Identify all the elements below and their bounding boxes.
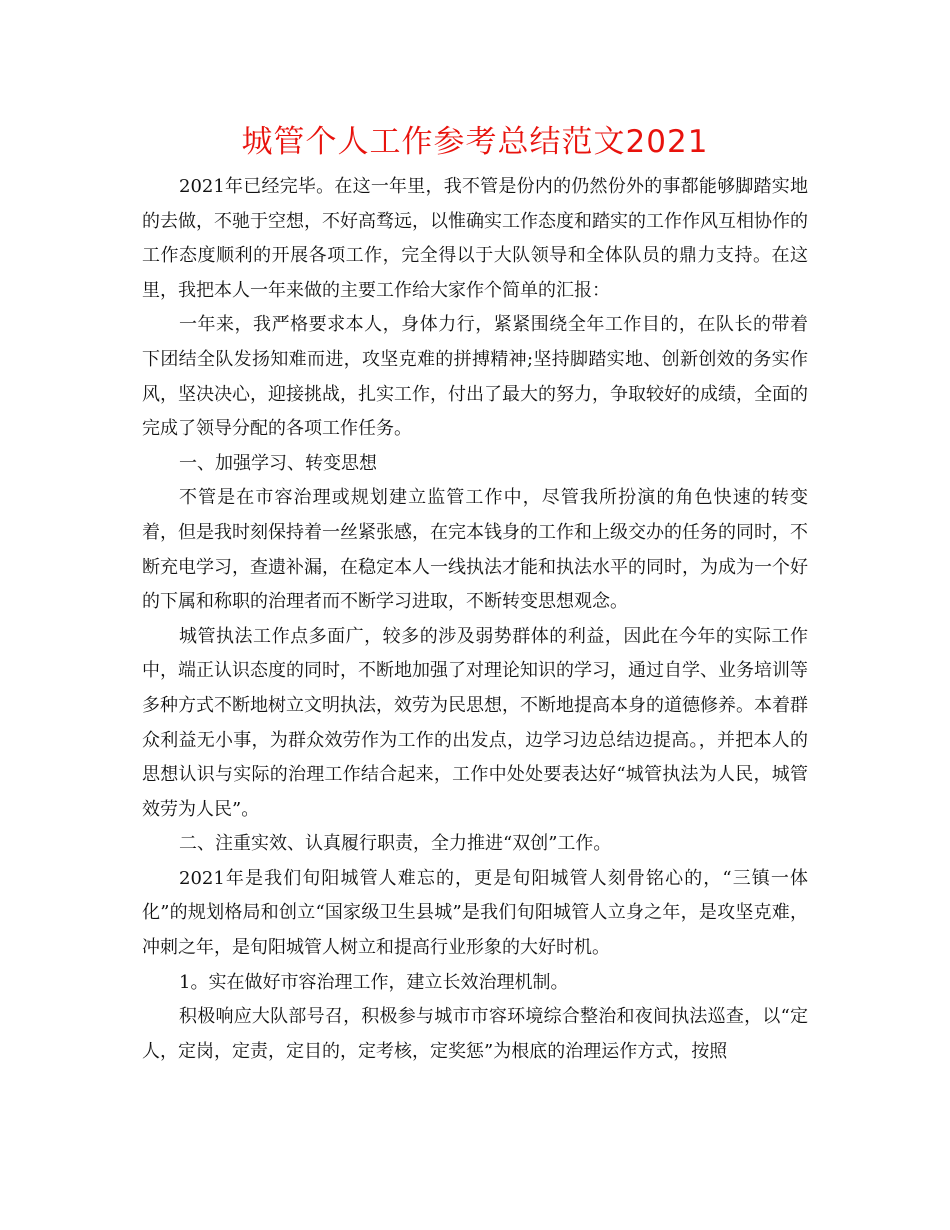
paragraph-city-appearance: 积极响应大队部号召，积极参与城市市容环境综合整治和夜间执法巡查，以“定人，定岗，定责，定目的，定考核，定奖惩”为根底的治理运作方式，按照 <box>142 1006 808 1062</box>
paragraph-learning: 不管是在市容治理或规划建立监管工作中，尽管我所扮演的角色快速的转变着，但是我时刻保持着一丝紧张感，在完本钱身的工作和上级交办的任务的同时，不断充电学习，查遗补漏，在稳定本人一线执法才能和执法水平的同时，为成为一个好的下属和称职的治理者而不断学习进取，不断转变思想观念。 <box>142 487 808 613</box>
section-heading-1: 一、加强学习、转变思想 <box>179 452 377 474</box>
paragraph-2021: 2021年是我们旬阳城管人难忘的，更是旬阳城管人刻骨铭心的，“三镇一体化”的规划格局和创立“国家级卫生县城”是我们旬阳城管人立身之年，是攻坚克难，冲刺之年，是旬阳城管人树立和提高行业形象的大好时机。 <box>142 867 808 959</box>
document-body <box>142 170 808 1069</box>
section-heading-2: 二、注重实效、认真履行职责，全力推进“双创”工作。 <box>179 833 612 855</box>
subsection-heading-1: 1。实在做好市容治理工作，建立长效治理机制。 <box>179 971 569 993</box>
paragraph-enforcement: 城管执法工作点多面广，较多的涉及弱势群体的利益，因此在今年的实际工作中，端正认识态度的同时，不断地加强了对理论知识的学习，通过自学、业务培训等多种方式不断地树立文明执法，效劳为民思想，不断地提高本身的道德修养。本着群众利益无小事，为群众效劳作为工作的出发点，边学习边总结边提高。，并把本人的思想认识与实际的治理工作结合起来，工作中处处要表达好“城管执法为人民，城管效劳为人民”。 <box>142 625 808 820</box>
document-title: 城管个人工作参考总结范文2021 <box>241 124 709 160</box>
paragraph-summary: 一年来，我严格要求本人，身体力行，紧紧围绕全年工作目的，在队长的带着下团结全队发扬知难而进，攻坚克难的拼搏精神;坚持脚踏实地、创新创效的务实作风，坚决决心，迎接挑战，扎实工作，付出了最大的努力，争取较好的成绩，全面的完成了领导分配的各项工作任务。 <box>142 314 808 440</box>
paragraph-intro: 2021年已经完毕。在这一年里，我不管是份内的仍然份外的事都能够脚踏实地的去做，不驰于空想，不好高骛远，以惟确实工作态度和踏实的工作作风互相协作的工作态度顺利的开展各项工作，完全得以于大队领导和全体队员的鼎力支持。在这里，我把本人一年来做的主要工作给大家作个简单的汇报： <box>142 176 808 301</box>
